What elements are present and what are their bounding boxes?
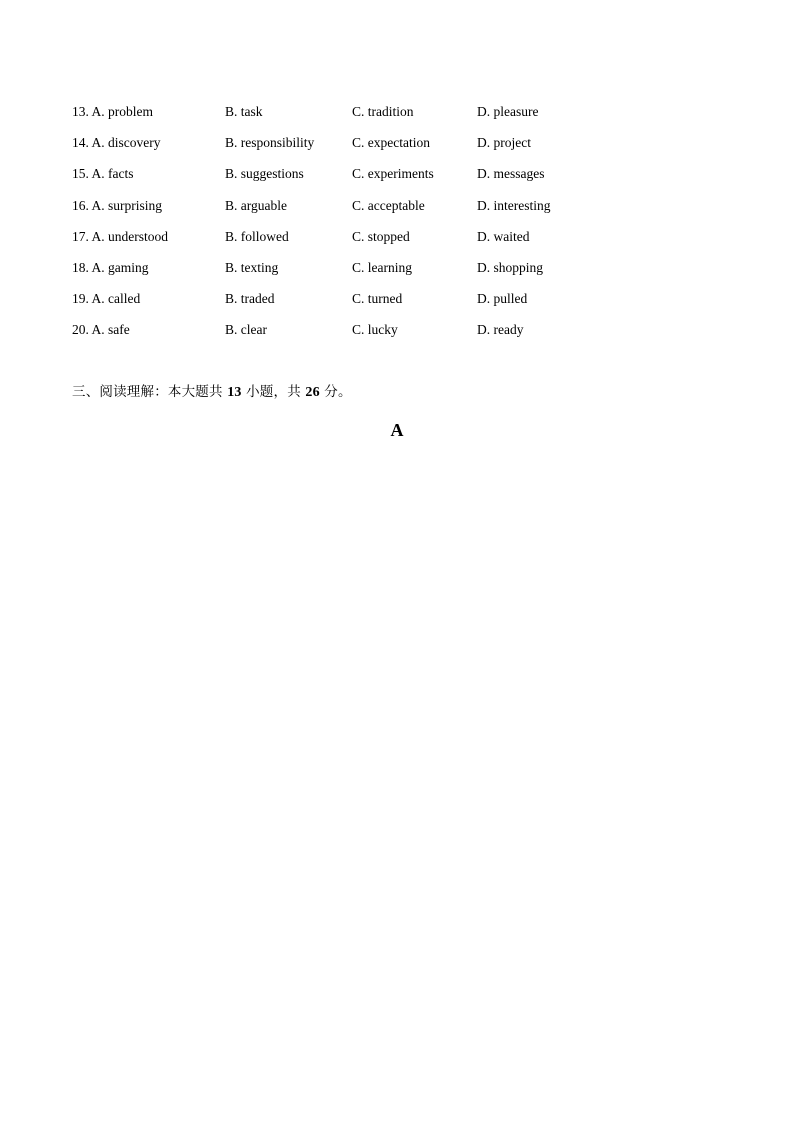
option-a: 15. A. facts — [72, 166, 134, 182]
option-a: 18. A. gaming — [72, 259, 149, 275]
option-c: C. acceptable — [352, 197, 425, 213]
option-b: B. task — [225, 104, 263, 119]
question-row-13 — [72, 102, 632, 133]
option-a: 16. A. surprising — [72, 197, 163, 213]
option-d: D. messages — [477, 166, 545, 182]
option-a: 19. A. called — [72, 291, 141, 307]
passage-title: A — [390, 420, 404, 440]
option-b: B. followed — [225, 228, 289, 244]
question-row-16 — [72, 196, 632, 227]
choice-list — [72, 102, 632, 352]
option-c: C. expectation — [352, 135, 430, 151]
option-b: B. texting — [225, 259, 279, 275]
option-c: C. experiments — [352, 166, 434, 182]
option-a: 17. A. understood — [72, 228, 169, 244]
option-b: B. responsibility — [225, 135, 315, 151]
option-a: 20. A. safe — [72, 322, 130, 338]
option-c: C. stopped — [352, 228, 410, 244]
option-c: C. learning — [352, 259, 412, 275]
option-b: B. clear — [225, 322, 267, 338]
option-a: 13. A. problem — [72, 104, 154, 119]
question-row-14 — [72, 133, 632, 164]
option-b: B. traded — [225, 291, 275, 307]
question-row-15 — [72, 164, 632, 195]
section-heading: 三、阅读理解：本大题共 13 小题，共 26 分。 — [72, 384, 352, 400]
question-row-17 — [72, 227, 632, 258]
option-b: B. suggestions — [225, 166, 304, 182]
option-d: D. project — [477, 135, 531, 151]
question-row-19 — [72, 289, 632, 320]
question-row-20 — [72, 320, 632, 351]
question-row-18 — [72, 258, 632, 289]
option-d: D. waited — [477, 228, 530, 244]
option-c: C. lucky — [352, 322, 398, 338]
option-d: D. interesting — [477, 197, 551, 213]
option-b: B. arguable — [225, 197, 287, 213]
option-c: C. turned — [352, 291, 403, 307]
option-d: D. pleasure — [477, 104, 539, 119]
option-d: D. shopping — [477, 259, 544, 275]
option-d: D. ready — [477, 322, 524, 338]
option-c: C. tradition — [352, 104, 414, 119]
option-a: 14. A. discovery — [72, 135, 161, 151]
option-d: D. pulled — [477, 291, 528, 307]
